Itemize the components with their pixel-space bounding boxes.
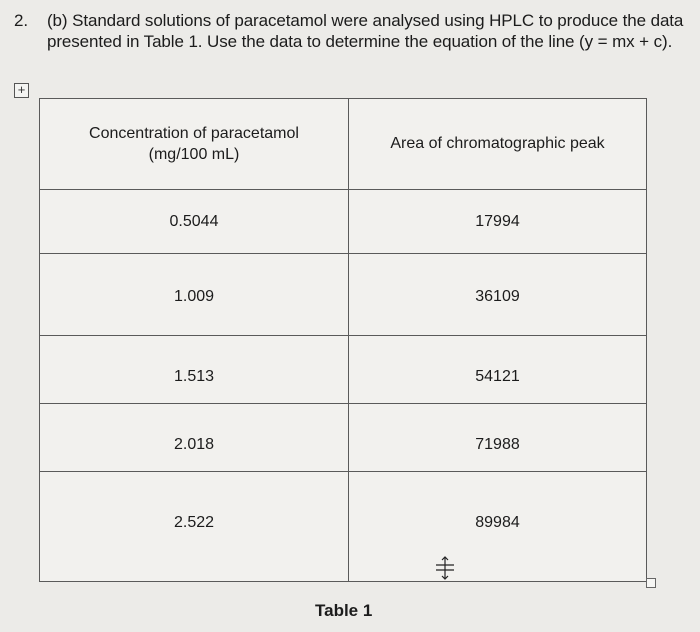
header-peak-area — [349, 99, 647, 190]
table-cell: 89984 — [349, 472, 647, 582]
header-concentration-label: Concentration of paracetamol (mg/100 mL) — [89, 125, 299, 163]
table-row — [40, 254, 647, 336]
header-peak-area-label: Area of chromatographic peak — [390, 135, 605, 152]
table-cell: 71988 — [349, 404, 647, 472]
resize-handle-icon[interactable] — [646, 578, 656, 588]
table-cell: 2.018 — [40, 404, 349, 472]
question-number: 2. — [14, 11, 28, 30]
plus-move-icon[interactable]: + — [14, 83, 29, 98]
table-cell: 17994 — [349, 190, 647, 254]
table-cell: 54121 — [349, 336, 647, 404]
header-concentration — [40, 99, 349, 190]
table-cell: 1.513 — [40, 336, 349, 404]
question-text: (b) Standard solutions of paracetamol were analysed using HPLC to produce the data presented in Table 1. Use the data to determine the equation of the line (y = mx + c). — [47, 11, 684, 51]
move-cursor-icon — [434, 556, 456, 580]
table-header-row — [40, 99, 647, 190]
data-table — [39, 98, 647, 582]
table-caption: Table 1 — [315, 601, 373, 620]
table-row — [40, 472, 647, 582]
table-row — [40, 190, 647, 254]
table-cell: 2.522 — [40, 472, 349, 582]
table-row — [40, 404, 647, 472]
table-cell: 0.5044 — [40, 190, 349, 254]
table-cell: 36109 — [349, 254, 647, 336]
table-row — [40, 336, 647, 404]
table-cell: 1.009 — [40, 254, 349, 336]
